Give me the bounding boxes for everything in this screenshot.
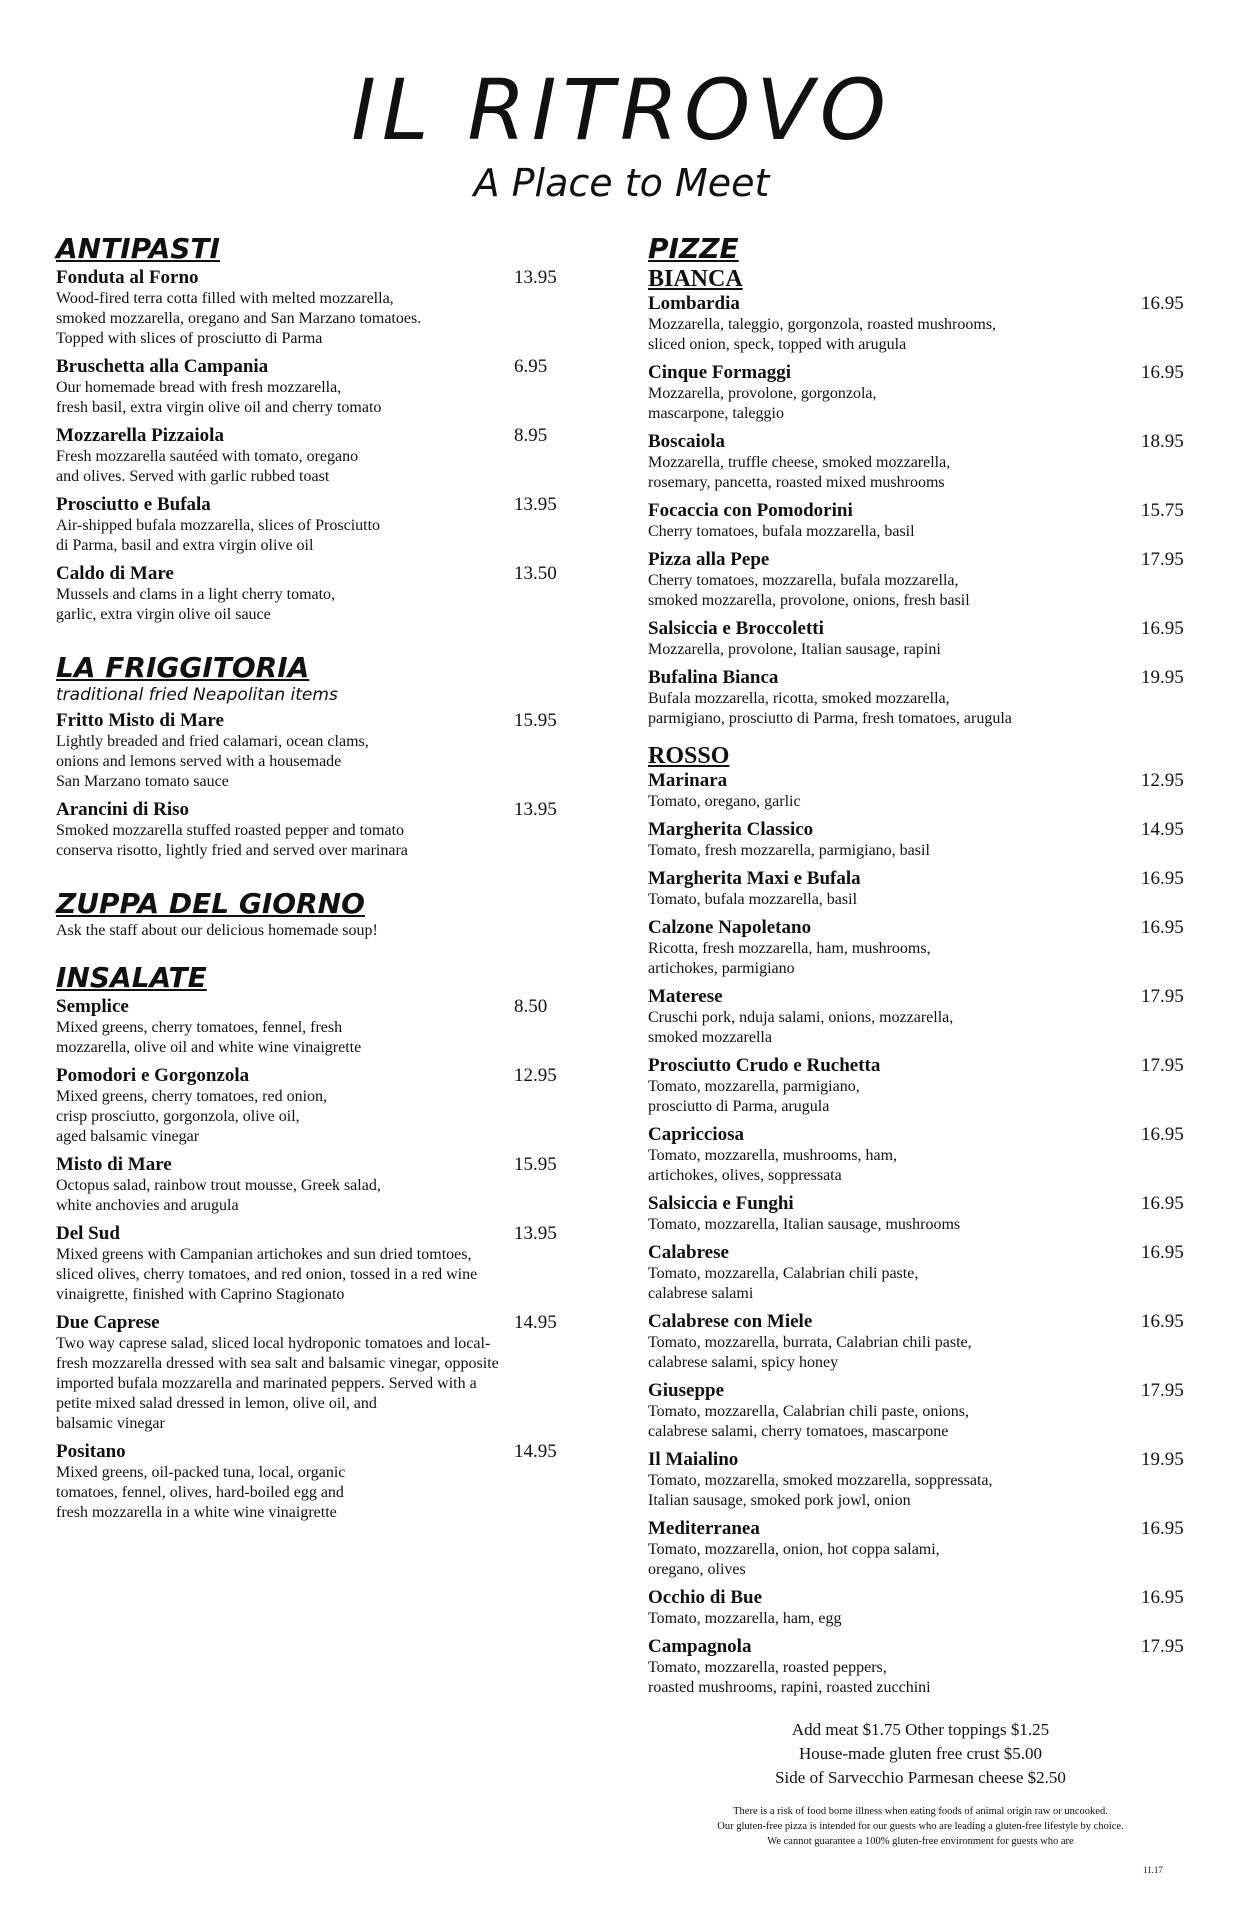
allergy-disclaimer <box>648 1804 1193 1849</box>
menu-item-row <box>648 292 1193 315</box>
menu-item-price: 8.50 <box>514 996 548 1017</box>
menu-item-name: Due Caprese <box>56 1312 160 1333</box>
menu-item-description: Tomato, mozzarella, Calabrian chili paste, calabrese salami <box>648 1265 919 1302</box>
menu-item-price: 17.95 <box>1141 986 1184 1007</box>
menu-item-name: Misto di Mare <box>56 1154 172 1175</box>
menu-item-row <box>648 985 1193 1008</box>
menu-item <box>648 666 1193 729</box>
menu-item-description: Ricotta, fresh mozzarella, ham, mushrooms, artichokes, parmigiano <box>648 940 931 977</box>
menu-item-price: 15.95 <box>514 1154 557 1175</box>
menu-item-price: 15.95 <box>514 710 557 731</box>
menu-item-price: 16.95 <box>1141 917 1184 938</box>
menu-item-name: Lombardia <box>648 293 740 314</box>
friggitoria-heading: LA FRIGGITORIA <box>56 651 310 684</box>
menu-item <box>56 1440 576 1523</box>
menu-item-row <box>648 769 1193 792</box>
menu-item-row <box>648 666 1193 689</box>
menu-item <box>648 916 1193 979</box>
menu-item-name: Calabrese con Miele <box>648 1311 813 1332</box>
menu-item-row <box>56 1064 576 1087</box>
menu-item-row <box>648 548 1193 571</box>
menu-item <box>648 985 1193 1048</box>
zuppa-description: Ask the staff about our delicious homemade soup! <box>56 922 378 939</box>
menu-item-description: Smoked mozzarella stuffed roasted pepper and tomato conserva risotto, lightly fried and served over marinara <box>56 822 408 859</box>
menu-item-name: Campagnola <box>648 1636 752 1657</box>
menu-item-name: Calzone Napoletano <box>648 917 812 938</box>
menu-item-name: Prosciutto e Bufala <box>56 494 211 515</box>
rosso-heading: ROSSO <box>648 743 730 769</box>
menu-item-description: Tomato, mozzarella, Italian sausage, mushrooms <box>648 1216 961 1233</box>
disclaimer-line: Our gluten-free pizza is intended for our guests who are leading a gluten-free lifestyle by choice. <box>717 1821 1124 1832</box>
menu-item-description: Tomato, fresh mozzarella, parmigiano, basil <box>648 842 930 859</box>
menu-item <box>648 818 1193 861</box>
menu-item-row <box>648 617 1193 640</box>
menu-item-row <box>56 562 576 585</box>
menu-item-row <box>648 1310 1193 1333</box>
menu-item-description: Tomato, mozzarella, mushrooms, ham, artichokes, olives, soppressata <box>648 1147 898 1184</box>
menu-item-row <box>648 1448 1193 1471</box>
menu-item-price: 16.95 <box>1141 1518 1184 1539</box>
menu-item <box>648 1517 1193 1580</box>
menu-item-description: Mixed greens, cherry tomatoes, red onion, crisp prosciutto, gorgonzola, olive oil, aged balsamic vinegar <box>56 1088 328 1145</box>
menu-item-price: 13.95 <box>514 267 557 288</box>
menu-item-description: Wood-fired terra cotta filled with melted mozzarella, smoked mozzarella, oregano and San Marzano tomatoes. Topped with slices of prosciutto di Parma <box>56 290 422 347</box>
menu-item-name: Marinara <box>648 770 728 791</box>
menu-item-price: 16.95 <box>1141 293 1184 314</box>
menu-item-row <box>648 1054 1193 1077</box>
menu-item <box>56 266 576 349</box>
menu-item-description: Mixed greens, cherry tomatoes, fennel, fresh mozzarella, olive oil and white wine vinaigrette <box>56 1019 362 1056</box>
menu-item-price: 16.95 <box>1141 618 1184 639</box>
menu-item <box>56 562 576 625</box>
menu-item-name: Salsiccia e Funghi <box>648 1193 794 1214</box>
menu-item-description: Tomato, mozzarella, roasted peppers, roasted mushrooms, rapini, roasted zucchini <box>648 1659 931 1696</box>
menu-item-row <box>648 499 1193 522</box>
menu-item <box>56 493 576 556</box>
menu-item <box>648 1241 1193 1304</box>
menu-item-name: Cinque Formaggi <box>648 362 792 383</box>
menu-item-row <box>648 430 1193 453</box>
left-column <box>56 232 576 1529</box>
menu-item-name: Focaccia con Pomodorini <box>648 500 853 521</box>
menu-item-price: 13.95 <box>514 799 557 820</box>
zuppa-heading: ZUPPA DEL GIORNO <box>56 887 365 920</box>
menu-item-row <box>648 1192 1193 1215</box>
menu-item-price: 16.95 <box>1141 1124 1184 1145</box>
menu-item-name: Semplice <box>56 996 129 1017</box>
menu-item-description: Tomato, mozzarella, Calabrian chili paste, onions, calabrese salami, cherry tomatoes, mascarpone <box>648 1403 969 1440</box>
extras-line: Side of Sarvecchio Parmesan cheese $2.50 <box>775 1768 1066 1787</box>
menu-item-description: Mozzarella, provolone, gorgonzola, mascarpone, taleggio <box>648 385 877 422</box>
menu-item-description: Tomato, mozzarella, burrata, Calabrian chili paste, calabrese salami, spicy honey <box>648 1334 972 1371</box>
menu-item <box>648 867 1193 910</box>
menu-item-description: Tomato, mozzarella, smoked mozzarella, soppressata, Italian sausage, smoked pork jowl, onion <box>648 1472 993 1509</box>
menu-item-price: 18.95 <box>1141 431 1184 452</box>
menu-item-row <box>648 867 1193 890</box>
extras-line: Add meat $1.75 Other toppings $1.25 <box>791 1720 1050 1739</box>
menu-item-name: Calabrese <box>648 1242 729 1263</box>
menu-item-price: 16.95 <box>1141 1587 1184 1608</box>
menu-item-description: Two way caprese salad, sliced local hydroponic tomatoes and local- fresh mozzarella dressed with sea salt and balsamic vinegar, opposite imported bufala mozzarella and marinated peppers. Served with a petite mixed salad dressed in lemon, olive oil, and balsamic vinegar <box>56 1335 499 1432</box>
menu-item-price: 17.95 <box>1141 549 1184 570</box>
menu-item-price: 13.50 <box>514 563 557 584</box>
menu-item-row <box>648 361 1193 384</box>
menu-item <box>56 1222 576 1305</box>
menu-item <box>648 769 1193 812</box>
menu-item-name: Pizza alla Pepe <box>648 549 770 570</box>
menu-item-row <box>56 995 576 1018</box>
menu-item <box>648 292 1193 355</box>
menu-item-price: 13.95 <box>514 494 557 515</box>
menu-item-name: Mozzarella Pizzaiola <box>56 425 224 446</box>
menu-item-row <box>648 916 1193 939</box>
menu-item-row <box>56 1311 576 1334</box>
menu-item-name: Prosciutto Crudo e Ruchetta <box>648 1055 881 1076</box>
menu-item-name: Bruschetta alla Campania <box>56 356 269 377</box>
menu-item <box>648 1635 1193 1698</box>
menu-item <box>56 1311 576 1434</box>
menu-item-description: Our homemade bread with fresh mozzarella, fresh basil, extra virgin olive oil and cherry tomato <box>56 379 382 416</box>
menu-item-description: Tomato, mozzarella, ham, egg <box>648 1610 842 1627</box>
menu-item-price: 16.95 <box>1141 362 1184 383</box>
menu-item-price: 16.95 <box>1141 1311 1184 1332</box>
menu-item-description: Cruschi pork, nduja salami, onions, mozzarella, smoked mozzarella <box>648 1009 954 1046</box>
menu-item <box>648 1192 1193 1235</box>
menu-item-price: 12.95 <box>514 1065 557 1086</box>
friggitoria-list <box>56 709 576 861</box>
menu-item-row <box>648 818 1193 841</box>
menu-item-description: Cherry tomatoes, bufala mozzarella, basil <box>648 523 915 540</box>
menu-item-name: Margherita Classico <box>648 819 814 840</box>
menu-item-price: 6.95 <box>514 356 548 377</box>
menu-item-price: 17.95 <box>1141 1380 1184 1401</box>
menu-item-row <box>56 355 576 378</box>
menu-item-name: Bufalina Bianca <box>648 667 779 688</box>
menu-item <box>56 355 576 418</box>
menu-item-description: Tomato, mozzarella, onion, hot coppa salami, oregano, olives <box>648 1541 940 1578</box>
menu-item-price: 16.95 <box>1141 1193 1184 1214</box>
pizza-extras <box>648 1718 1193 1790</box>
menu-item-row <box>56 798 576 821</box>
menu-item-row <box>648 1379 1193 1402</box>
menu-item-price: 14.95 <box>514 1441 557 1462</box>
menu-item-row <box>56 424 576 447</box>
menu-item-name: Salsiccia e Broccoletti <box>648 618 824 639</box>
menu-item-name: Fritto Misto di Mare <box>56 710 224 731</box>
menu-item-description: Tomato, oregano, garlic <box>648 793 801 810</box>
restaurant-tagline: A Place to Meet <box>473 161 770 205</box>
menu-item-row <box>56 1153 576 1176</box>
menu-item-description: Mozzarella, provolone, Italian sausage, rapini <box>648 641 941 658</box>
menu-item <box>648 430 1193 493</box>
menu-item-row <box>648 1123 1193 1146</box>
menu-item-name: Del Sud <box>56 1223 120 1244</box>
extras-line: House-made gluten free crust $5.00 <box>798 1744 1043 1763</box>
menu-item <box>648 1379 1193 1442</box>
menu-item <box>648 1054 1193 1117</box>
menu-item-description: Cherry tomatoes, mozzarella, bufala mozzarella, smoked mozzarella, provolone, onions, fresh basil <box>648 572 970 609</box>
menu-item-price: 14.95 <box>1141 819 1184 840</box>
menu-item-price: 17.95 <box>1141 1055 1184 1076</box>
menu-item <box>648 548 1193 611</box>
menu-item <box>56 1064 576 1147</box>
menu-item-name: Mediterranea <box>648 1518 760 1539</box>
antipasti-heading: ANTIPASTI <box>56 232 220 265</box>
menu-item-price: 19.95 <box>1141 1449 1184 1470</box>
menu-item <box>56 424 576 487</box>
menu-item-price: 15.75 <box>1141 500 1184 521</box>
menu-item <box>648 617 1193 660</box>
menu-item <box>648 1310 1193 1373</box>
menu-item-name: Fonduta al Forno <box>56 267 199 288</box>
menu-item <box>648 499 1193 542</box>
bianca-list <box>648 292 1193 729</box>
insalate-list <box>56 995 576 1523</box>
menu-item-price: 16.95 <box>1141 1242 1184 1263</box>
disclaimer-line: There is a risk of food borne illness when eating foods of animal origin raw or uncooked. <box>733 1806 1108 1817</box>
menu-item-price: 16.95 <box>1141 868 1184 889</box>
restaurant-title: IL RITROVO <box>351 61 892 159</box>
menu-item-row <box>648 1517 1193 1540</box>
menu-item-description: Bufala mozzarella, ricotta, smoked mozzarella, parmigiano, prosciutto di Parma, fresh tomatoes, arugula <box>648 690 1012 727</box>
menu-item <box>648 1586 1193 1629</box>
menu-item-row <box>648 1586 1193 1609</box>
antipasti-list <box>56 266 576 625</box>
menu-item-description: Tomato, mozzarella, parmigiano, prosciutto di Parma, arugula <box>648 1078 860 1115</box>
menu-item-price: 13.95 <box>514 1223 557 1244</box>
menu-item-description: Tomato, bufala mozzarella, basil <box>648 891 858 908</box>
menu-item-price: 17.95 <box>1141 1636 1184 1657</box>
menu-item-name: Pomodori e Gorgonzola <box>56 1065 250 1086</box>
menu-item-description: Mixed greens with Campanian artichokes and sun dried tomtoes, sliced olives, cherry tomatoes, and red onion, tossed in a red wine vinaigrette, finished with Caprino Stagionato <box>56 1246 478 1303</box>
menu-item-name: Caldo di Mare <box>56 563 174 584</box>
menu-item-row <box>648 1241 1193 1264</box>
menu-item-name: Il Maialino <box>648 1449 739 1470</box>
menu-item-price: 12.95 <box>1141 770 1184 791</box>
right-column <box>648 232 1193 1849</box>
menu-item-name: Boscaiola <box>648 431 726 452</box>
menu-item <box>648 361 1193 424</box>
menu-item <box>56 798 576 861</box>
menu-item-row <box>56 709 576 732</box>
insalate-heading: INSALATE <box>56 961 207 994</box>
menu-item <box>56 1153 576 1216</box>
menu-item-description: Mixed greens, oil-packed tuna, local, organic tomatoes, fennel, olives, hard-boiled egg and fresh mozzarella in a white wine vinaigrette <box>56 1464 346 1521</box>
menu-item-name: Occhio di Bue <box>648 1587 763 1608</box>
menu-item-row <box>56 1222 576 1245</box>
menu-item-description: Mozzarella, truffle cheese, smoked mozzarella, rosemary, pancetta, roasted mixed mushrooms <box>648 454 951 491</box>
menu-item-price: 14.95 <box>514 1312 557 1333</box>
menu-item-description: Air-shipped bufala mozzarella, slices of Prosciutto di Parma, basil and extra virgin olive oil <box>56 517 381 554</box>
menu-item <box>56 709 576 792</box>
menu-item-price: 19.95 <box>1141 667 1184 688</box>
menu-item-description: Mussels and clams in a light cherry tomato, garlic, extra virgin olive oil sauce <box>56 586 336 623</box>
rosso-list <box>648 769 1193 1698</box>
menu-item-row <box>648 1635 1193 1658</box>
menu-item-description: Octopus salad, rainbow trout mousse, Greek salad, white anchovies and arugula <box>56 1177 381 1214</box>
menu-item-name: Materese <box>648 986 723 1007</box>
bianca-heading: BIANCA <box>648 266 743 292</box>
menu-version-code: 11.17 <box>1143 1865 1163 1875</box>
menu-item-name: Margherita Maxi e Bufala <box>648 868 861 889</box>
menu-item-description: Fresh mozzarella sautéed with tomato, oregano and olives. Served with garlic rubbed toast <box>56 448 359 485</box>
menu-item <box>648 1448 1193 1511</box>
disclaimer-line: We cannot guarantee a 100% gluten-free environment for guests who are <box>767 1836 1074 1847</box>
menu-item-name: Capricciosa <box>648 1124 745 1145</box>
pizze-heading: PIZZE <box>648 232 739 265</box>
menu-item-row <box>56 493 576 516</box>
menu-item-price: 8.95 <box>514 425 548 446</box>
friggitoria-subheading: traditional fried Neapolitan items <box>56 685 338 705</box>
menu-item-row <box>56 1440 576 1463</box>
menu-item-name: Giuseppe <box>648 1380 725 1401</box>
menu-item <box>56 995 576 1058</box>
menu-item-name: Arancini di Riso <box>56 799 190 820</box>
menu-item-name: Positano <box>56 1441 126 1462</box>
menu-item-description: Lightly breaded and fried calamari, ocean clams, onions and lemons served with a housemade San Marzano tomato sauce <box>56 733 369 790</box>
menu-item-row <box>56 266 576 289</box>
menu-item-description: Mozzarella, taleggio, gorgonzola, roasted mushrooms, sliced onion, speck, topped with arugula <box>648 316 997 353</box>
menu-item <box>648 1123 1193 1186</box>
